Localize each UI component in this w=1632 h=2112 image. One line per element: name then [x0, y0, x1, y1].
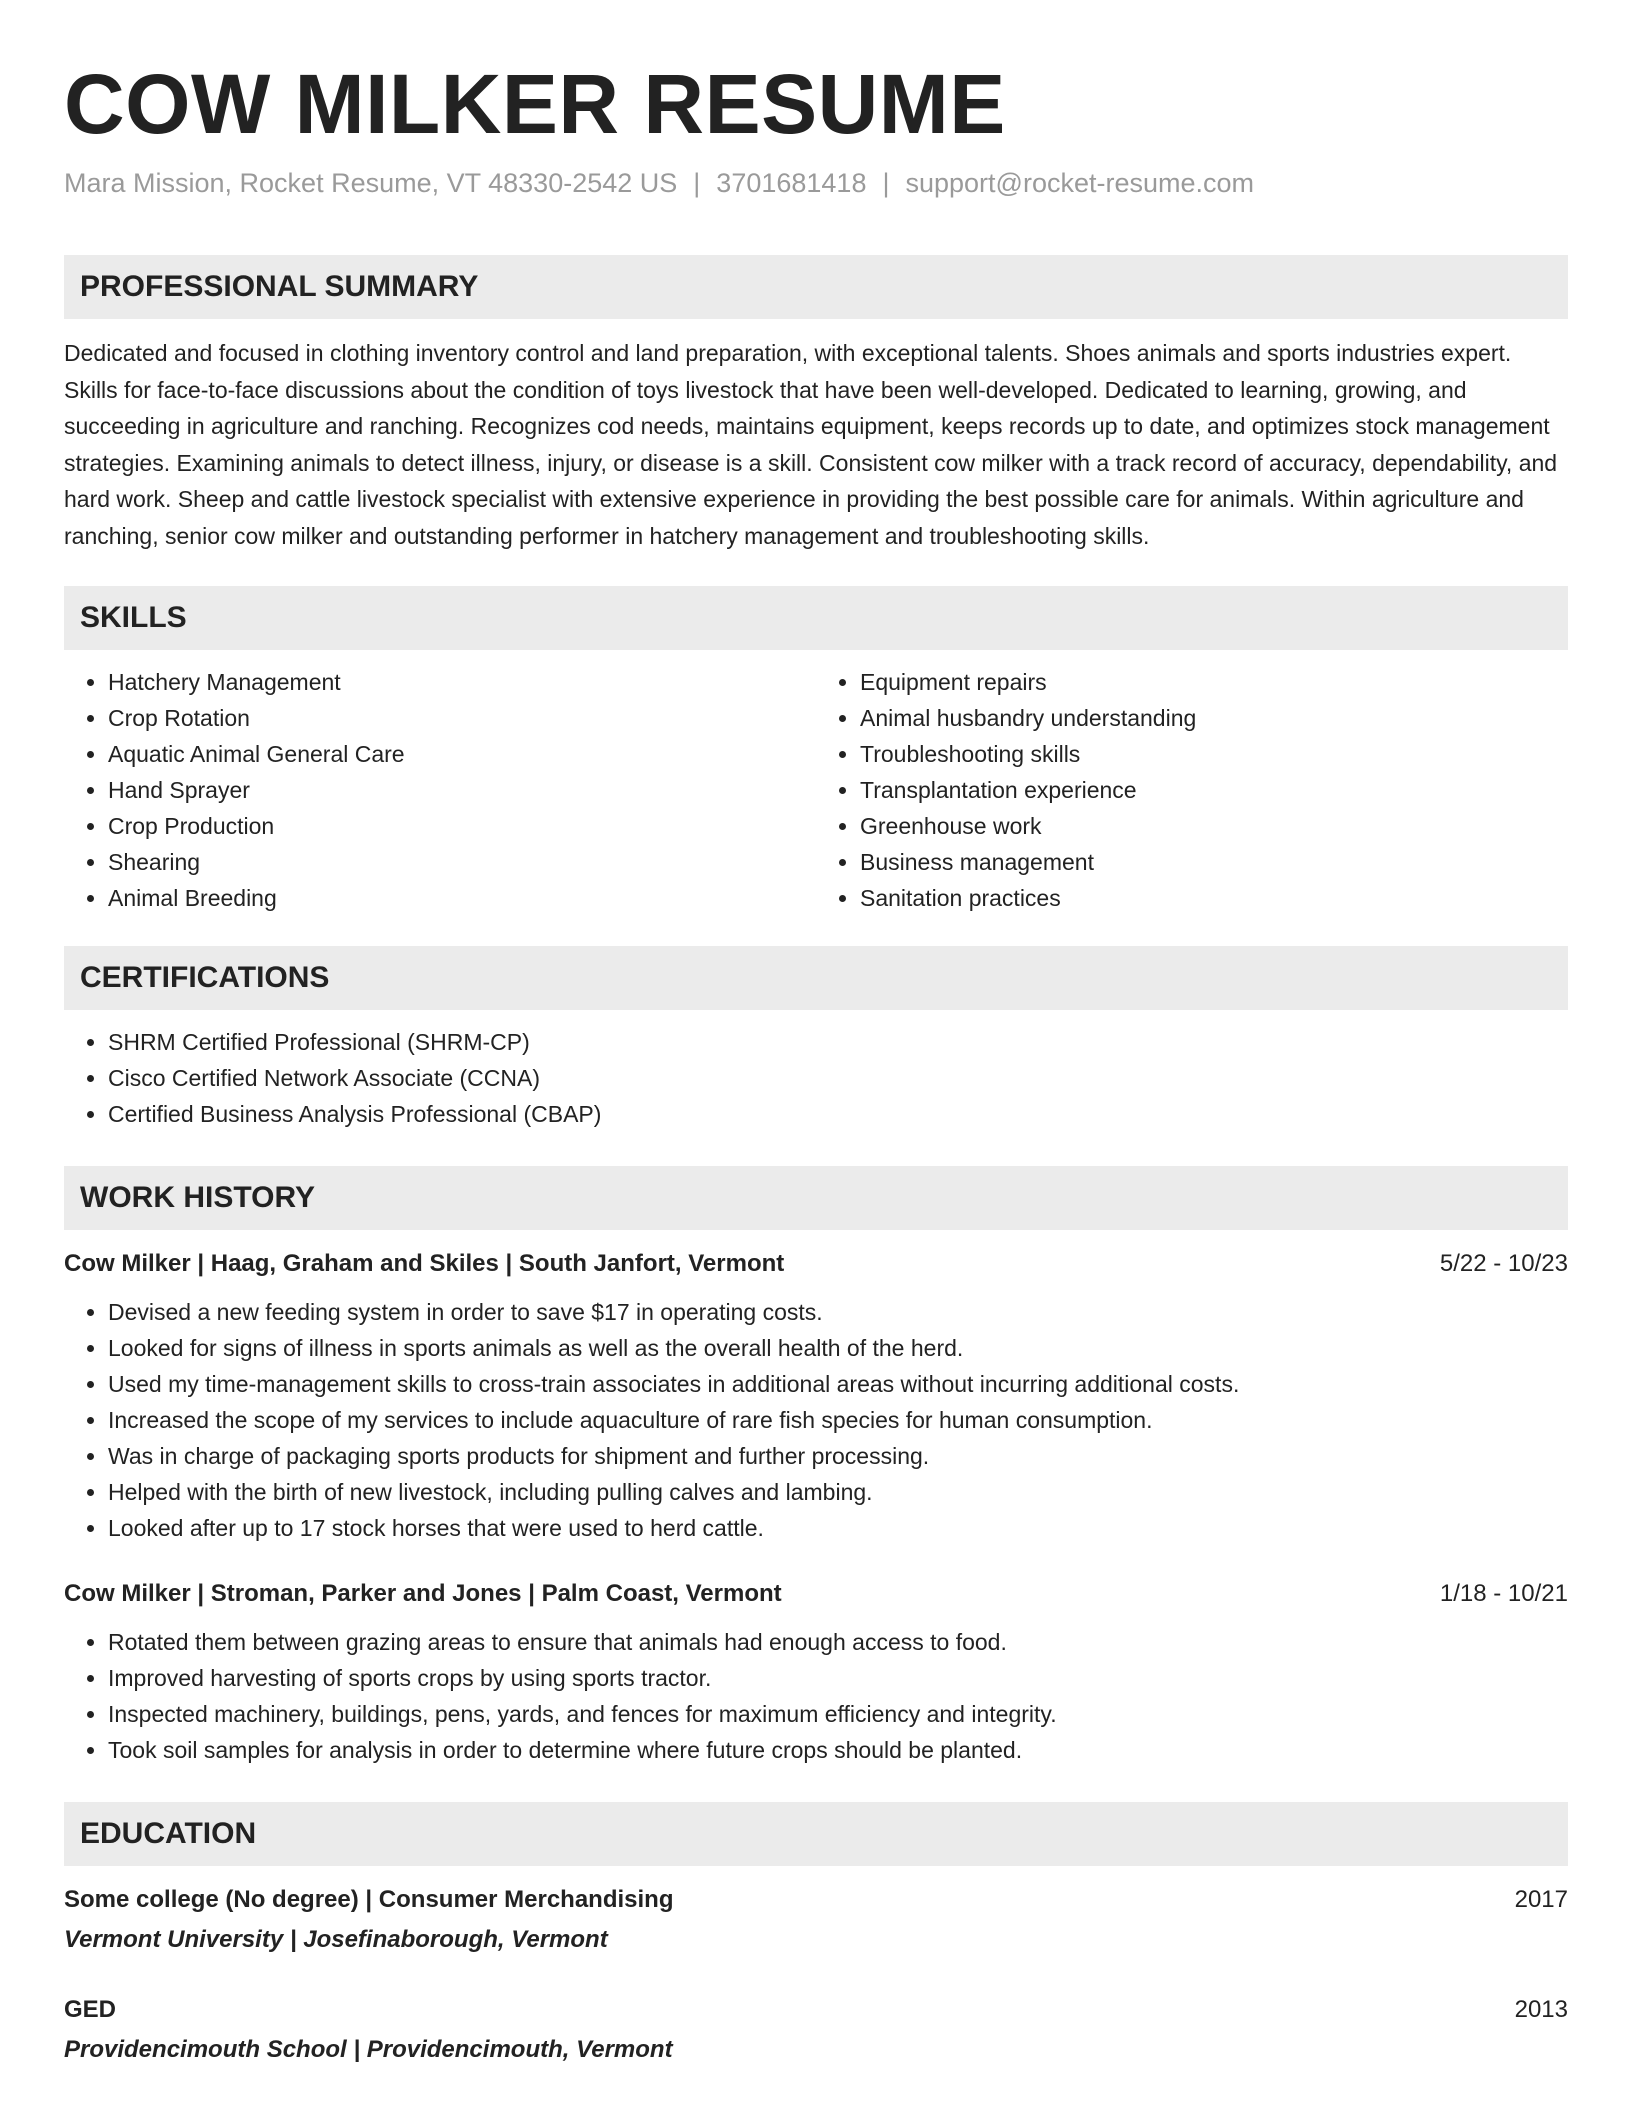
- job-header: [64, 1576, 1568, 1612]
- skill-item: • Shearing: [108, 844, 816, 880]
- job-bullet: • Helped with the birth of new livestock, including pulling calves and lambing.: [108, 1474, 1568, 1510]
- job-bullet: • Took soil samples for analysis in order to determine where future crops should be planted.: [108, 1732, 1568, 1768]
- certifications-heading: CERTIFICATIONS: [64, 946, 1568, 1010]
- job-date: 1/18 - 10/21: [1439, 1580, 1568, 1608]
- skill-item: • Sanitation practices: [860, 880, 1568, 916]
- summary-text: Dedicated and focused in clothing inventory control and land preparation, with exceptional talents. Shoes animals and sports industries expert. Skills for face-to-face discussions about the condition of toys livestock that have been well-developed. Dedicated to learning, growing, and succeeding in agriculture and ranching. Recognizes cod needs, maintains equipment, keeps records up to date, and optimizes stock management strategies. Examining animals to detect illness, injury, or disease is a skill. Consistent cow milker with a track record of accuracy, dependability, and hard work. Sheep and cattle livestock specialist with extensive experience in providing the best possible care for animals. Within agriculture and ranching, senior cow milker and outstanding performer in hatchery management and troubleshooting skills.: [64, 340, 1558, 549]
- skill-item: • Transplantation experience: [860, 772, 1568, 808]
- education-header: [64, 1882, 1568, 1918]
- contact-address: Mara Mission, Rocket Resume, VT 48330-2542 US: [64, 168, 678, 199]
- skills-list-left: [64, 664, 816, 916]
- education-entry: [64, 1992, 1568, 2068]
- job-date: 5/22 - 10/23: [1439, 1250, 1568, 1278]
- skill-item: • Hand Sprayer: [108, 772, 816, 808]
- job-entry: [64, 1576, 1568, 1768]
- resume-title: COW MILKER RESUME: [64, 57, 1006, 151]
- job-entry: [64, 1246, 1568, 1546]
- certification-item: • SHRM Certified Professional (SHRM-CP): [108, 1024, 1568, 1060]
- job-title: Cow Milker | Stroman, Parker and Jones | Palm Coast, Vermont: [64, 1580, 782, 1608]
- skill-item: • Business management: [860, 844, 1568, 880]
- education-entry: [64, 1882, 1568, 1958]
- job-header: [64, 1246, 1568, 1282]
- job-bullet: • Inspected machinery, buildings, pens, yards, and fences for maximum efficiency and integrity.: [108, 1696, 1568, 1732]
- skills-heading: SKILLS: [64, 586, 1568, 650]
- job-bullets: [64, 1624, 1568, 1768]
- skill-item: • Hatchery Management: [108, 664, 816, 700]
- contact-separator: |: [882, 168, 890, 199]
- contact-email: support@rocket-resume.com: [905, 168, 1255, 199]
- summary-heading: PROFESSIONAL SUMMARY: [64, 255, 1568, 319]
- job-bullet: • Looked for signs of illness in sports animals as well as the overall health of the herd.: [108, 1330, 1568, 1366]
- job-bullet: • Looked after up to 17 stock horses that were used to herd cattle.: [108, 1510, 1568, 1546]
- job-bullet: • Rotated them between grazing areas to ensure that animals had enough access to food.: [108, 1624, 1568, 1660]
- certifications-list: [64, 1024, 1568, 1132]
- certification-item: • Certified Business Analysis Professional (CBAP): [108, 1096, 1568, 1132]
- education-date: 2017: [1514, 1886, 1568, 1914]
- job-bullet: • Was in charge of packaging sports products for shipment and further processing.: [108, 1438, 1568, 1474]
- certification-item: • Cisco Certified Network Associate (CCNA): [108, 1060, 1568, 1096]
- skill-item: • Crop Production: [108, 808, 816, 844]
- job-bullet: • Increased the scope of my services to include aquaculture of rare fish species for human consumption.: [108, 1402, 1568, 1438]
- education-school: Providencimouth School | Providencimouth, Vermont: [64, 2036, 673, 2064]
- skill-item: • Animal husbandry understanding: [860, 700, 1568, 736]
- education-header: [64, 1992, 1568, 2028]
- job-bullet: • Improved harvesting of sports crops by using sports tractor.: [108, 1660, 1568, 1696]
- work-history-heading: WORK HISTORY: [64, 1166, 1568, 1230]
- education-heading: EDUCATION: [64, 1802, 1568, 1866]
- contact-phone: 3701681418: [716, 168, 867, 199]
- job-bullet: • Devised a new feeding system in order to save $17 in operating costs.: [108, 1294, 1568, 1330]
- skills-list-right: [816, 664, 1568, 916]
- skill-item: • Equipment repairs: [860, 664, 1568, 700]
- education-title: GED: [64, 1996, 117, 2024]
- skill-item: • Aquatic Animal General Care: [108, 736, 816, 772]
- contact-separator: |: [693, 168, 701, 199]
- contact-line: [64, 166, 1568, 201]
- skills-columns: [64, 664, 1568, 916]
- education-date: 2013: [1514, 1996, 1568, 2024]
- skill-item: • Crop Rotation: [108, 700, 816, 736]
- skill-item: • Troubleshooting skills: [860, 736, 1568, 772]
- education-school: Vermont University | Josefinaborough, Vermont: [64, 1926, 608, 1954]
- skill-item: • Animal Breeding: [108, 880, 816, 916]
- skill-item: • Greenhouse work: [860, 808, 1568, 844]
- job-bullet: • Used my time-management skills to cross-train associates in additional areas without incurring additional costs.: [108, 1366, 1568, 1402]
- job-bullets: [64, 1294, 1568, 1546]
- education-title: Some college (No degree) | Consumer Merchandising: [64, 1886, 674, 1914]
- job-title: Cow Milker | Haag, Graham and Skiles | South Janfort, Vermont: [64, 1250, 785, 1278]
